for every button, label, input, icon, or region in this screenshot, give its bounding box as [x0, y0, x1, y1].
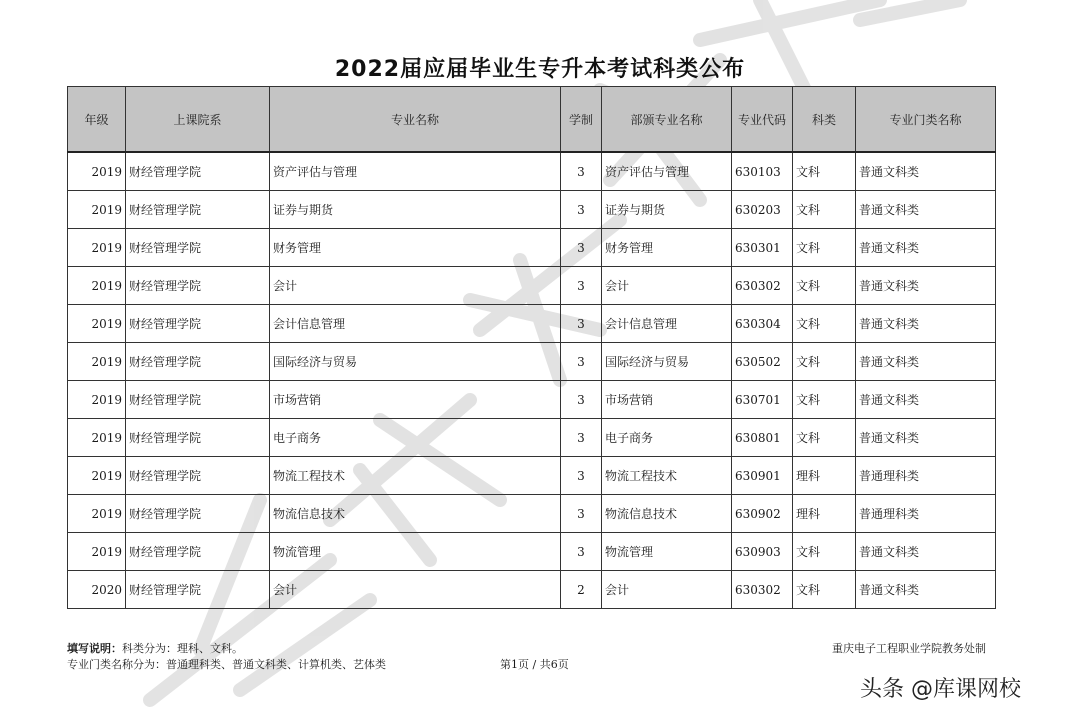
cell-duration: 3: [561, 495, 602, 533]
cell-major-code: 630801: [732, 419, 793, 457]
cell-major-name: 国际经济与贸易: [270, 343, 561, 381]
cell-major-name: 会计信息管理: [270, 305, 561, 343]
header-category-name: 专业门类名称: [856, 87, 996, 153]
cell-duration: 3: [561, 267, 602, 305]
cell-official-major-name: 资产评估与管理: [602, 152, 732, 191]
cell-grade: 2019: [68, 533, 126, 571]
table-row: [68, 229, 996, 267]
cell-official-major-name: 物流工程技术: [602, 457, 732, 495]
cell-subject-type: 文科: [793, 533, 856, 571]
cell-major-code: 630302: [732, 571, 793, 609]
table-row: [68, 533, 996, 571]
category-note: 专业门类名称分为：普通理科类、普通文科类、计算机类、艺体类: [67, 658, 386, 671]
cell-grade: 2020: [68, 571, 126, 609]
cell-department: 财经管理学院: [126, 457, 270, 495]
cell-category-name: 普通文科类: [856, 229, 996, 267]
cell-department: 财经管理学院: [126, 152, 270, 191]
source-watermark: 头条 @库课网校: [860, 677, 1021, 702]
cell-category-name: 普通文科类: [856, 305, 996, 343]
cell-grade: 2019: [68, 267, 126, 305]
cell-duration: 3: [561, 381, 602, 419]
cell-official-major-name: 会计: [602, 571, 732, 609]
cell-category-name: 普通文科类: [856, 419, 996, 457]
cell-department: 财经管理学院: [126, 571, 270, 609]
cell-subject-type: 文科: [793, 152, 856, 191]
cell-category-name: 普通文科类: [856, 343, 996, 381]
table-header-row: [68, 87, 996, 153]
cell-department: 财经管理学院: [126, 305, 270, 343]
table-row: [68, 495, 996, 533]
cell-major-code: 630701: [732, 381, 793, 419]
cell-grade: 2019: [68, 305, 126, 343]
cell-major-name: 物流信息技术: [270, 495, 561, 533]
header-grade: 年级: [68, 87, 126, 153]
majors-table: [67, 86, 996, 609]
cell-duration: 3: [561, 229, 602, 267]
table-body: [68, 152, 996, 609]
table-row: [68, 419, 996, 457]
cell-department: 财经管理学院: [126, 419, 270, 457]
fill-instructions-text: 科类分为：理科、文科。: [122, 642, 243, 655]
cell-major-code: 630903: [732, 533, 793, 571]
cell-official-major-name: 物流管理: [602, 533, 732, 571]
table-row: [68, 381, 996, 419]
cell-department: 财经管理学院: [126, 191, 270, 229]
cell-major-name: 会计: [270, 267, 561, 305]
fill-instructions: [67, 640, 243, 656]
header-duration: 学制: [561, 87, 602, 153]
cell-major-name: 资产评估与管理: [270, 152, 561, 191]
table-row: [68, 343, 996, 381]
cell-department: 财经管理学院: [126, 381, 270, 419]
cell-department: 财经管理学院: [126, 229, 270, 267]
cell-subject-type: 文科: [793, 381, 856, 419]
cell-grade: 2019: [68, 343, 126, 381]
cell-major-code: 630302: [732, 267, 793, 305]
cell-official-major-name: 财务管理: [602, 229, 732, 267]
cell-duration: 3: [561, 152, 602, 191]
cell-duration: 3: [561, 343, 602, 381]
cell-category-name: 普通文科类: [856, 152, 996, 191]
cell-category-name: 普通理科类: [856, 457, 996, 495]
cell-official-major-name: 证券与期货: [602, 191, 732, 229]
document-title: 2022届应届毕业生专升本考试科类公布: [334, 57, 746, 82]
page-indicator: 第1页 / 共6页: [500, 658, 569, 671]
header-department: 上课院系: [126, 87, 270, 153]
cell-grade: 2019: [68, 229, 126, 267]
cell-subject-type: 文科: [793, 267, 856, 305]
table-row: [68, 152, 996, 191]
header-official-major-name: 部颁专业名称: [602, 87, 732, 153]
cell-department: 财经管理学院: [126, 343, 270, 381]
cell-official-major-name: 会计信息管理: [602, 305, 732, 343]
cell-major-code: 630502: [732, 343, 793, 381]
cell-category-name: 普通文科类: [856, 533, 996, 571]
table-row: [68, 267, 996, 305]
cell-official-major-name: 物流信息技术: [602, 495, 732, 533]
cell-official-major-name: 市场营销: [602, 381, 732, 419]
cell-major-name: 证券与期货: [270, 191, 561, 229]
cell-official-major-name: 会计: [602, 267, 732, 305]
cell-category-name: 普通文科类: [856, 571, 996, 609]
header-subject-type: 科类: [793, 87, 856, 153]
cell-department: 财经管理学院: [126, 533, 270, 571]
table-row: [68, 457, 996, 495]
cell-major-name: 会计: [270, 571, 561, 609]
cell-category-name: 普通文科类: [856, 191, 996, 229]
cell-category-name: 普通文科类: [856, 267, 996, 305]
cell-grade: 2019: [68, 419, 126, 457]
cell-category-name: 普通文科类: [856, 381, 996, 419]
cell-duration: 3: [561, 305, 602, 343]
cell-major-name: 电子商务: [270, 419, 561, 457]
cell-major-code: 630203: [732, 191, 793, 229]
cell-major-code: 630901: [732, 457, 793, 495]
header-major-name: 专业名称: [270, 87, 561, 153]
cell-grade: 2019: [68, 381, 126, 419]
cell-subject-type: 理科: [793, 457, 856, 495]
cell-duration: 3: [561, 457, 602, 495]
cell-major-code: 630103: [732, 152, 793, 191]
cell-major-name: 物流管理: [270, 533, 561, 571]
cell-grade: 2019: [68, 152, 126, 191]
cell-duration: 2: [561, 571, 602, 609]
cell-subject-type: 文科: [793, 229, 856, 267]
cell-duration: 3: [561, 533, 602, 571]
table-row: [68, 571, 996, 609]
cell-major-name: 财务管理: [270, 229, 561, 267]
cell-duration: 3: [561, 419, 602, 457]
cell-subject-type: 理科: [793, 495, 856, 533]
organization-label: 重庆电子工程职业学院教务处制: [832, 642, 986, 655]
cell-duration: 3: [561, 191, 602, 229]
cell-major-code: 630902: [732, 495, 793, 533]
cell-major-name: 物流工程技术: [270, 457, 561, 495]
cell-grade: 2019: [68, 495, 126, 533]
table-row: [68, 305, 996, 343]
cell-subject-type: 文科: [793, 191, 856, 229]
cell-official-major-name: 国际经济与贸易: [602, 343, 732, 381]
cell-subject-type: 文科: [793, 343, 856, 381]
cell-major-code: 630301: [732, 229, 793, 267]
table-row: [68, 191, 996, 229]
header-major-code: 专业代码: [732, 87, 793, 153]
cell-subject-type: 文科: [793, 305, 856, 343]
cell-official-major-name: 电子商务: [602, 419, 732, 457]
cell-major-name: 市场营销: [270, 381, 561, 419]
cell-subject-type: 文科: [793, 571, 856, 609]
cell-category-name: 普通理科类: [856, 495, 996, 533]
cell-grade: 2019: [68, 457, 126, 495]
cell-major-code: 630304: [732, 305, 793, 343]
cell-department: 财经管理学院: [126, 267, 270, 305]
cell-department: 财经管理学院: [126, 495, 270, 533]
fill-instructions-label: 填写说明：: [67, 642, 122, 655]
cell-subject-type: 文科: [793, 419, 856, 457]
cell-grade: 2019: [68, 191, 126, 229]
